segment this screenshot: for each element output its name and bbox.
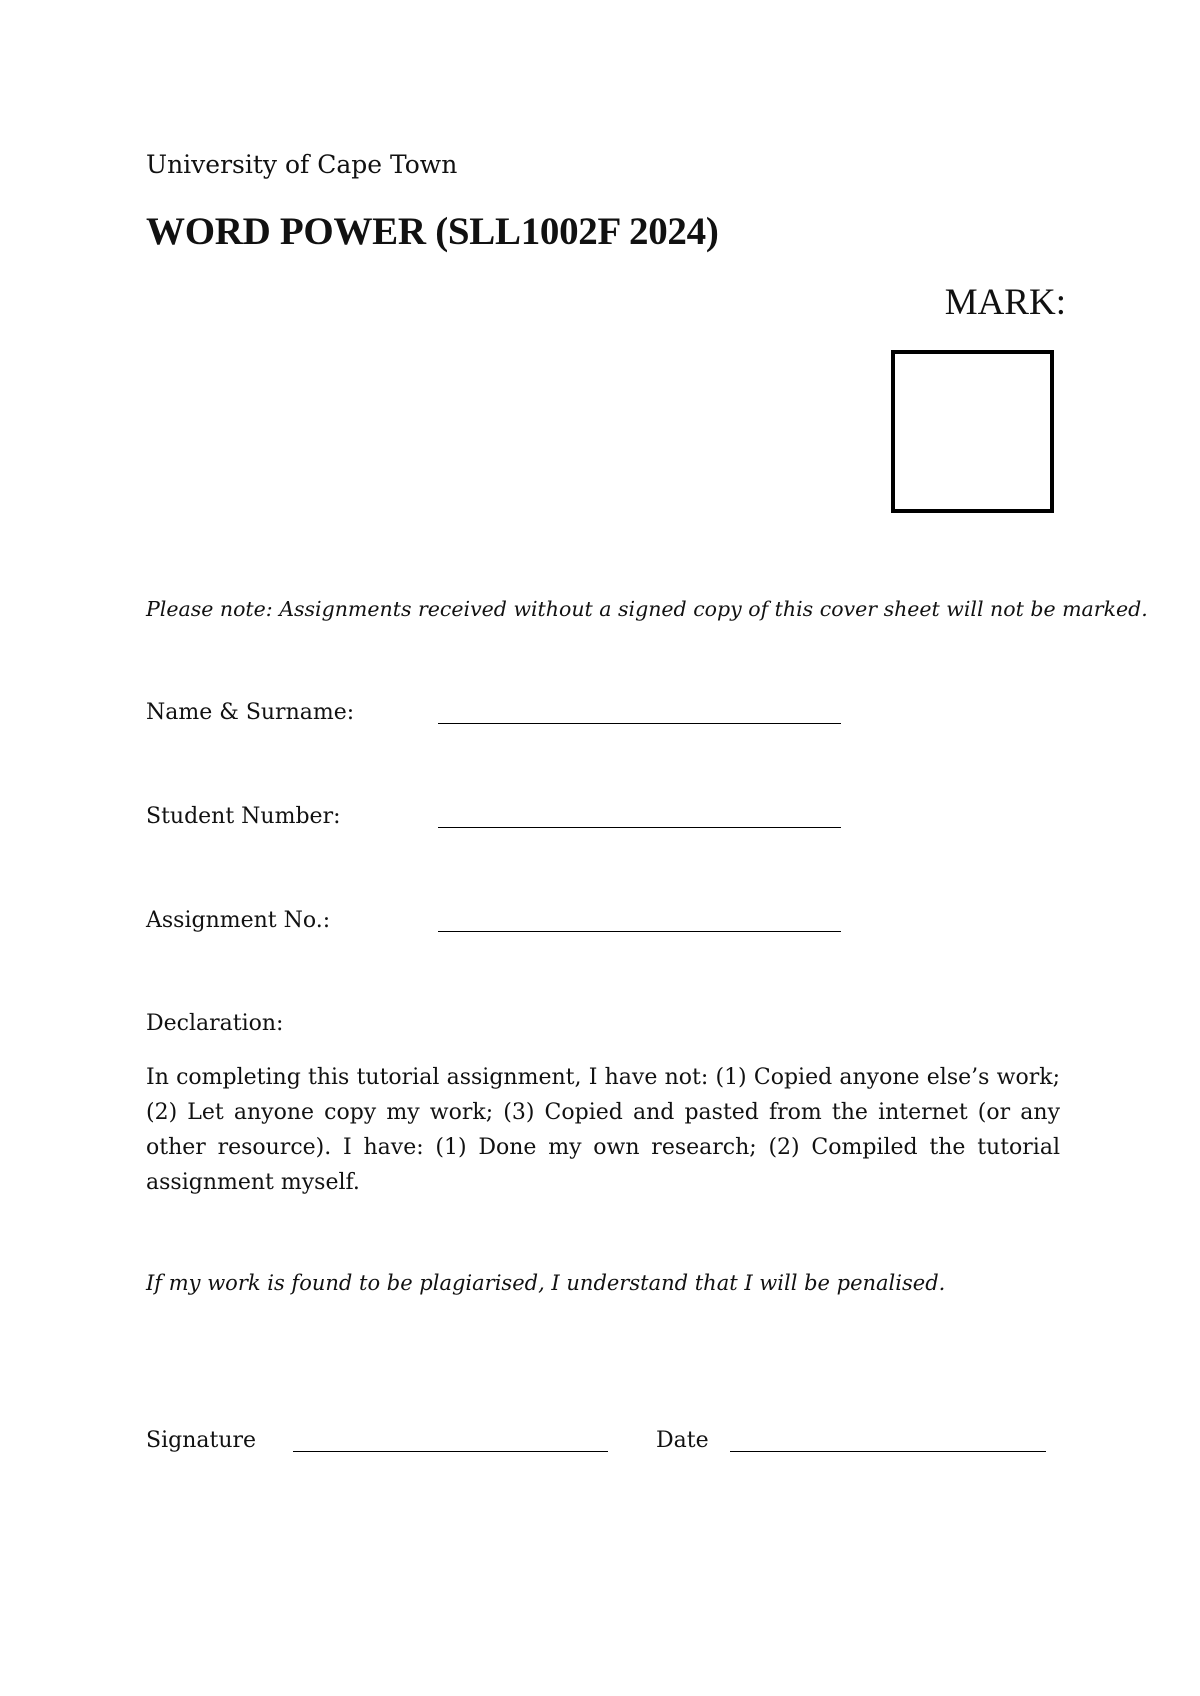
assignment-number-label: Assignment No.: [146,908,331,933]
plagiarism-statement: If my work is found to be plagiarised, I understand that I will be penalised. [146,1271,946,1295]
mark-label: MARK: [944,282,1066,323]
cover-sheet-note: Please note: Assignments received without a signed copy of this cover sheet will not be marked. [146,597,1148,621]
student-number-field[interactable] [438,827,841,828]
student-number-label: Student Number: [146,804,341,829]
name-surname-field[interactable] [438,723,841,724]
signature-label: Signature [146,1428,257,1453]
assignment-number-field[interactable] [438,931,841,932]
date-label: Date [656,1428,709,1453]
course-title: WORD POWER (SLL1002F 2024) [146,210,719,253]
university-name: University of Cape Town [146,150,458,179]
name-surname-label: Name & Surname: [146,700,355,725]
declaration-text: In completing this tutorial assignment, I have not: (1) Copied anyone else’s work; (2) Let anyone copy my work; (3) Copied and pasted from the internet (or any other resource). I have: (1) Done my own research; (2) Compiled the tutorial assignment myself. [146,1065,1060,1195]
date-field[interactable] [730,1451,1046,1452]
signature-field[interactable] [293,1451,608,1452]
mark-box[interactable] [891,350,1054,513]
declaration-label: Declaration: [146,1011,284,1036]
